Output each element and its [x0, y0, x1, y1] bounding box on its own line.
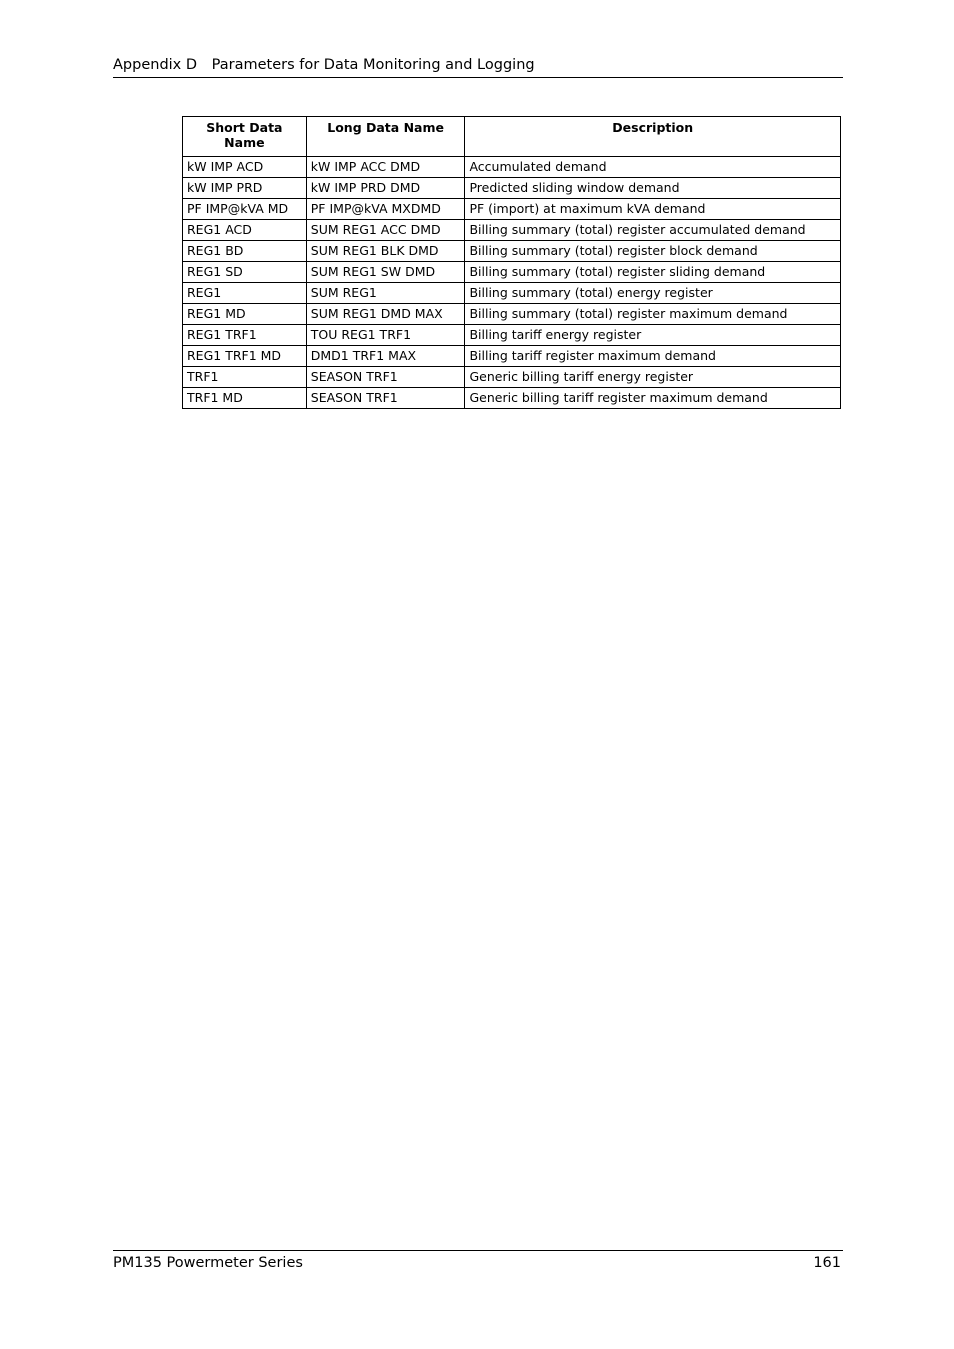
table-row	[183, 367, 841, 388]
short-name-cell: REG1 TRF1 MD	[183, 346, 307, 367]
page-title: Parameters for Data Monitoring and Logging	[211, 57, 535, 73]
table-row	[183, 178, 841, 199]
page-footer	[113, 1250, 843, 1273]
table-row	[183, 283, 841, 304]
long-name-cell: TOU REG1 TRF1	[306, 325, 465, 346]
description-cell: Generic billing tariff energy register	[465, 367, 841, 388]
description-cell: Billing summary (total) register accumulated demand	[465, 220, 841, 241]
long-name-cell: SUM REG1	[306, 283, 465, 304]
page-header	[113, 55, 843, 78]
table-row	[183, 346, 841, 367]
column-header-long-name: Long Data Name	[306, 117, 465, 157]
table-header-row	[183, 117, 841, 157]
short-name-cell: kW IMP PRD	[183, 178, 307, 199]
description-cell: Billing summary (total) register maximum demand	[465, 304, 841, 325]
table-row	[183, 325, 841, 346]
description-cell: Generic billing tariff register maximum demand	[465, 388, 841, 409]
long-name-cell: SUM REG1 SW DMD	[306, 262, 465, 283]
description-cell: Billing tariff energy register	[465, 325, 841, 346]
long-name-cell: DMD1 TRF1 MAX	[306, 346, 465, 367]
long-name-cell: kW IMP ACC DMD	[306, 157, 465, 178]
short-name-cell: TRF1	[183, 367, 307, 388]
page-number: 161	[813, 1255, 841, 1271]
table-row	[183, 304, 841, 325]
description-cell: Accumulated demand	[465, 157, 841, 178]
short-name-cell: kW IMP ACD	[183, 157, 307, 178]
column-header-short-name: Short Data Name	[183, 117, 307, 157]
appendix-label: Appendix D	[113, 57, 198, 73]
product-name: PM135 Powermeter Series	[113, 1255, 303, 1271]
short-name-cell: REG1 BD	[183, 241, 307, 262]
description-cell: Billing tariff register maximum demand	[465, 346, 841, 367]
long-name-cell: PF IMP@kVA MXDMD	[306, 199, 465, 220]
table-row	[183, 199, 841, 220]
table-row	[183, 262, 841, 283]
long-name-cell: SUM REG1 DMD MAX	[306, 304, 465, 325]
table-row	[183, 157, 841, 178]
description-cell: Predicted sliding window demand	[465, 178, 841, 199]
description-cell: Billing summary (total) register block demand	[465, 241, 841, 262]
description-cell: PF (import) at maximum kVA demand	[465, 199, 841, 220]
short-name-cell: REG1 MD	[183, 304, 307, 325]
description-cell: Billing summary (total) energy register	[465, 283, 841, 304]
short-name-cell: REG1 TRF1	[183, 325, 307, 346]
long-name-cell: SUM REG1 ACC DMD	[306, 220, 465, 241]
long-name-cell: SUM REG1 BLK DMD	[306, 241, 465, 262]
short-name-cell: REG1	[183, 283, 307, 304]
parameters-table	[182, 116, 841, 409]
table-row	[183, 241, 841, 262]
description-cell: Billing summary (total) register sliding demand	[465, 262, 841, 283]
short-name-cell: REG1 SD	[183, 262, 307, 283]
long-name-cell: kW IMP PRD DMD	[306, 178, 465, 199]
column-header-description: Description	[465, 117, 841, 157]
short-name-cell: PF IMP@kVA MD	[183, 199, 307, 220]
table-row	[183, 220, 841, 241]
long-name-cell: SEASON TRF1	[306, 367, 465, 388]
short-name-cell: REG1 ACD	[183, 220, 307, 241]
long-name-cell: SEASON TRF1	[306, 388, 465, 409]
table-row	[183, 388, 841, 409]
short-name-cell: TRF1 MD	[183, 388, 307, 409]
